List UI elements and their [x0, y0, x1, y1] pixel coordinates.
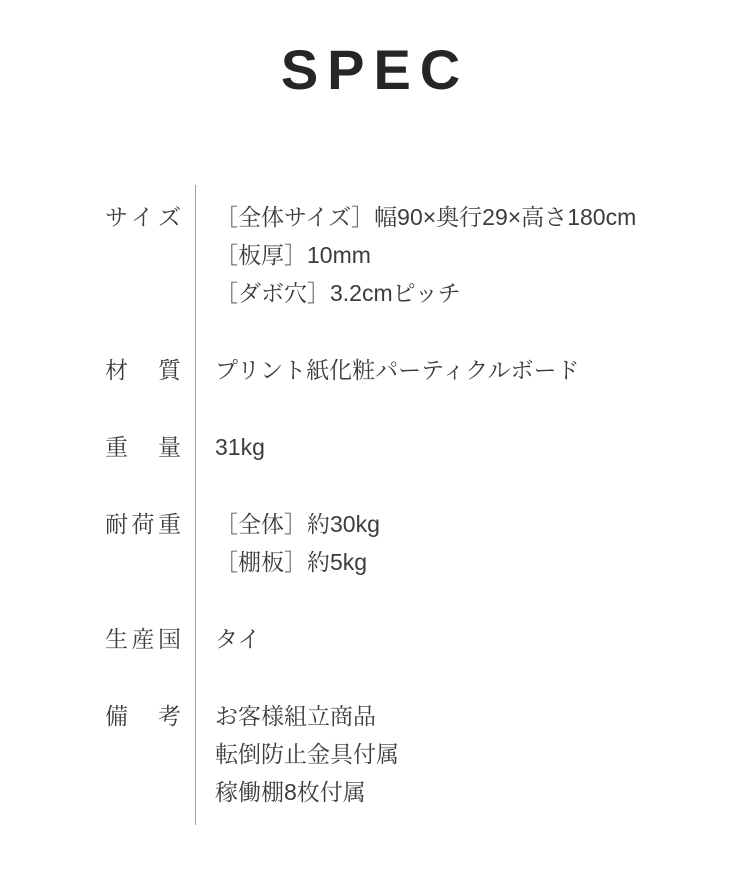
- spec-row-size: [0, 198, 750, 312]
- spec-row-load-capacity: [0, 505, 750, 581]
- spec-value-notes: [215, 697, 399, 811]
- spec-value-line: 31kg: [215, 434, 265, 460]
- spec-value-line: プリント紙化粧パーティクルボード: [215, 357, 580, 383]
- spec-value-line: 転倒防止金具付属: [215, 741, 399, 767]
- spec-label-notes: 備考: [105, 703, 181, 729]
- spec-value-line: ［板厚］10mm: [215, 242, 371, 268]
- page-title: SPEC: [280, 38, 470, 101]
- spec-value-size: [215, 198, 636, 312]
- spec-label-weight: 重量: [105, 434, 181, 460]
- spec-value-country: [215, 620, 261, 658]
- spec-value-line: ［ダボ穴］3.2cmピッチ: [215, 280, 461, 306]
- spec-label-size: サイズ: [105, 204, 181, 230]
- spec-row-weight: [0, 428, 750, 466]
- spec-row-material: [0, 351, 750, 389]
- spec-table: [0, 198, 750, 811]
- spec-row-country: [0, 620, 750, 658]
- vertical-divider: [195, 185, 196, 825]
- spec-value-weight: [215, 428, 265, 466]
- spec-value-line: ［全体サイズ］幅90×奥行29×高さ180cm: [215, 204, 637, 230]
- spec-label-country: 生産国: [105, 626, 181, 652]
- spec-label-material: 材質: [105, 357, 181, 383]
- spec-value-line: ［全体］約30kg: [215, 511, 380, 537]
- spec-label-load-capacity: 耐荷重: [105, 511, 181, 537]
- spec-value-material: [215, 351, 580, 389]
- spec-value-line: 稼働棚8枚付属: [215, 779, 366, 805]
- spec-value-line: タイ: [215, 626, 261, 652]
- spec-row-notes: [0, 697, 750, 811]
- spec-value-load-capacity: [215, 505, 380, 581]
- spec-value-line: お客様組立商品: [215, 703, 376, 729]
- spec-value-line: ［棚板］約5kg: [215, 549, 368, 575]
